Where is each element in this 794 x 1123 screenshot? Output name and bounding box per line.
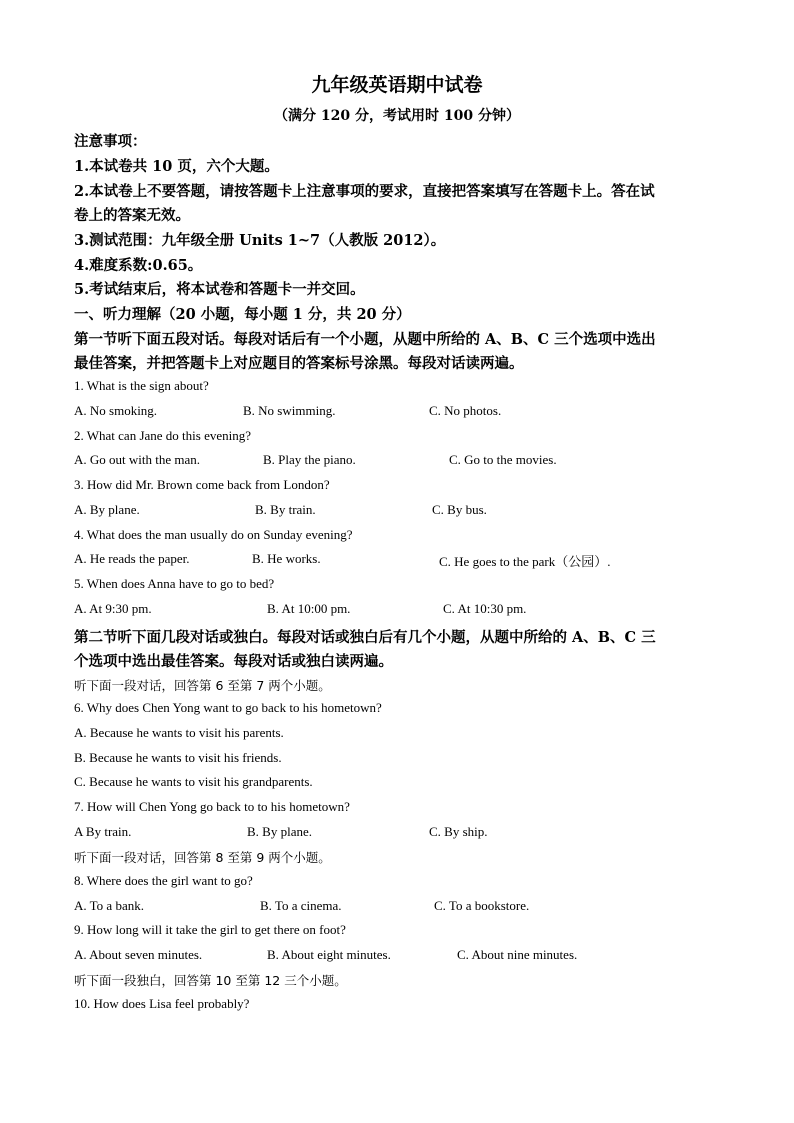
question-7-stem: 7. How will Chen Yong go back to to his hometown? <box>74 799 350 814</box>
question-5-option-a: A. At 9:30 pm. <box>74 601 152 616</box>
instruction-q10-q12: 听下面一段独白，回答第 10 至第 12 三个小题。 <box>74 973 347 988</box>
notes-heading: 注意事项： <box>74 133 147 150</box>
question-9-option-a: A. About seven minutes. <box>74 947 203 962</box>
section-1-heading: 一、听力理解（20 小题，每小题 1 分，共 20 分） <box>74 306 411 323</box>
instruction-q6-q7: 听下面一段对话，回答第 6 至第 7 两个小题。 <box>74 678 331 693</box>
question-5-option-b: B. At 10:00 pm. <box>267 601 351 616</box>
question-3-option-a: A. By plane. <box>74 502 140 517</box>
question-5-option-c: C. At 10:30 pm. <box>443 601 527 616</box>
question-7-option-c: C. By ship. <box>429 824 488 839</box>
question-2-option-c: C. Go to the movies. <box>449 452 557 467</box>
note-3: 3.测试范围：九年级全册 Units 1~7（人教版 2012）。 <box>74 232 446 249</box>
question-9-option-b: B. About eight minutes. <box>267 947 391 962</box>
question-6-option-a: A. Because he wants to visit his parents. <box>74 725 284 740</box>
question-4-stem: 4. What does the man usually do on Sunday evening? <box>74 527 353 542</box>
question-2-option-b: B. Play the piano. <box>263 452 356 467</box>
note-5: 5.考试结束后，将本试卷和答题卡一并交回。 <box>74 281 365 298</box>
question-8-option-b: B. To a cinema. <box>260 898 342 913</box>
question-6-option-c: C. Because he wants to visit his grandparents. <box>74 774 313 789</box>
question-3-stem: 3. How did Mr. Brown come back from London? <box>74 477 330 492</box>
note-1: 1.本试卷共 10 页，六个大题。 <box>74 158 279 175</box>
exam-title: 九年级英语期中试卷 <box>311 74 483 96</box>
question-1-option-a: A. No smoking. <box>74 403 158 418</box>
question-8-stem: 8. Where does the girl want to go? <box>74 873 253 888</box>
part-1-instruction-line-1: 第一节听下面五段对话。每段对话后有一个小题，从题中所给的 A、B、C 三个选项中选出 <box>74 331 656 348</box>
question-2-stem: 2. What can Jane do this evening? <box>74 428 252 443</box>
question-8-option-a: A. To a bank. <box>74 898 144 913</box>
question-10-stem: 10. How does Lisa feel probably? <box>74 996 250 1011</box>
question-1-option-b: B. No swimming. <box>243 403 336 418</box>
question-3-option-b: B. By train. <box>255 502 316 517</box>
instruction-q8-q9: 听下面一段对话，回答第 8 至第 9 两个小题。 <box>74 850 331 865</box>
question-1-option-c: C. No photos. <box>429 403 502 418</box>
question-6-option-b: B. Because he wants to visit his friends. <box>74 750 282 765</box>
question-5-stem: 5. When does Anna have to go to bed? <box>74 576 275 591</box>
question-4-option-b: B. He works. <box>252 551 321 566</box>
note-2-line-2: 卷上的答案无效。 <box>74 207 190 224</box>
question-9-stem: 9. How long will it take the girl to get there on foot? <box>74 922 346 937</box>
question-6-stem: 6. Why does Chen Yong want to go back to his hometown? <box>74 700 382 715</box>
part-2-instruction-line-2: 个选项中选出最佳答案。每段对话或独白读两遍。 <box>74 653 393 670</box>
question-4-option-c: C. He goes to the park（公园）. <box>439 554 611 569</box>
question-1-stem: 1. What is the sign about? <box>74 378 209 393</box>
question-2-option-a: A. Go out with the man. <box>74 452 201 467</box>
exam-subtitle: （满分 120 分，考试用时 100 分钟） <box>274 108 520 124</box>
question-7-option-b: B. By plane. <box>247 824 312 839</box>
question-9-option-c: C. About nine minutes. <box>457 947 578 962</box>
question-8-option-c: C. To a bookstore. <box>434 898 530 913</box>
note-2-line-1: 2.本试卷上不要答题，请按答题卡上注意事项的要求，直接把答案填写在答题卡上。答在试 <box>74 183 655 200</box>
question-3-option-c: C. By bus. <box>432 502 487 517</box>
question-7-option-a: A By train. <box>74 824 132 839</box>
part-2-instruction-line-1: 第二节听下面几段对话或独白。每段对话或独白后有几个小题，从题中所给的 A、B、C 三 <box>74 629 656 646</box>
part-1-instruction-line-2: 最佳答案，并把答题卡上对应题目的答案标号涂黑。每段对话读两遍。 <box>74 355 524 372</box>
note-4: 4.难度系数:0.65。 <box>74 257 203 274</box>
question-4-option-a: A. He reads the paper. <box>74 551 190 566</box>
